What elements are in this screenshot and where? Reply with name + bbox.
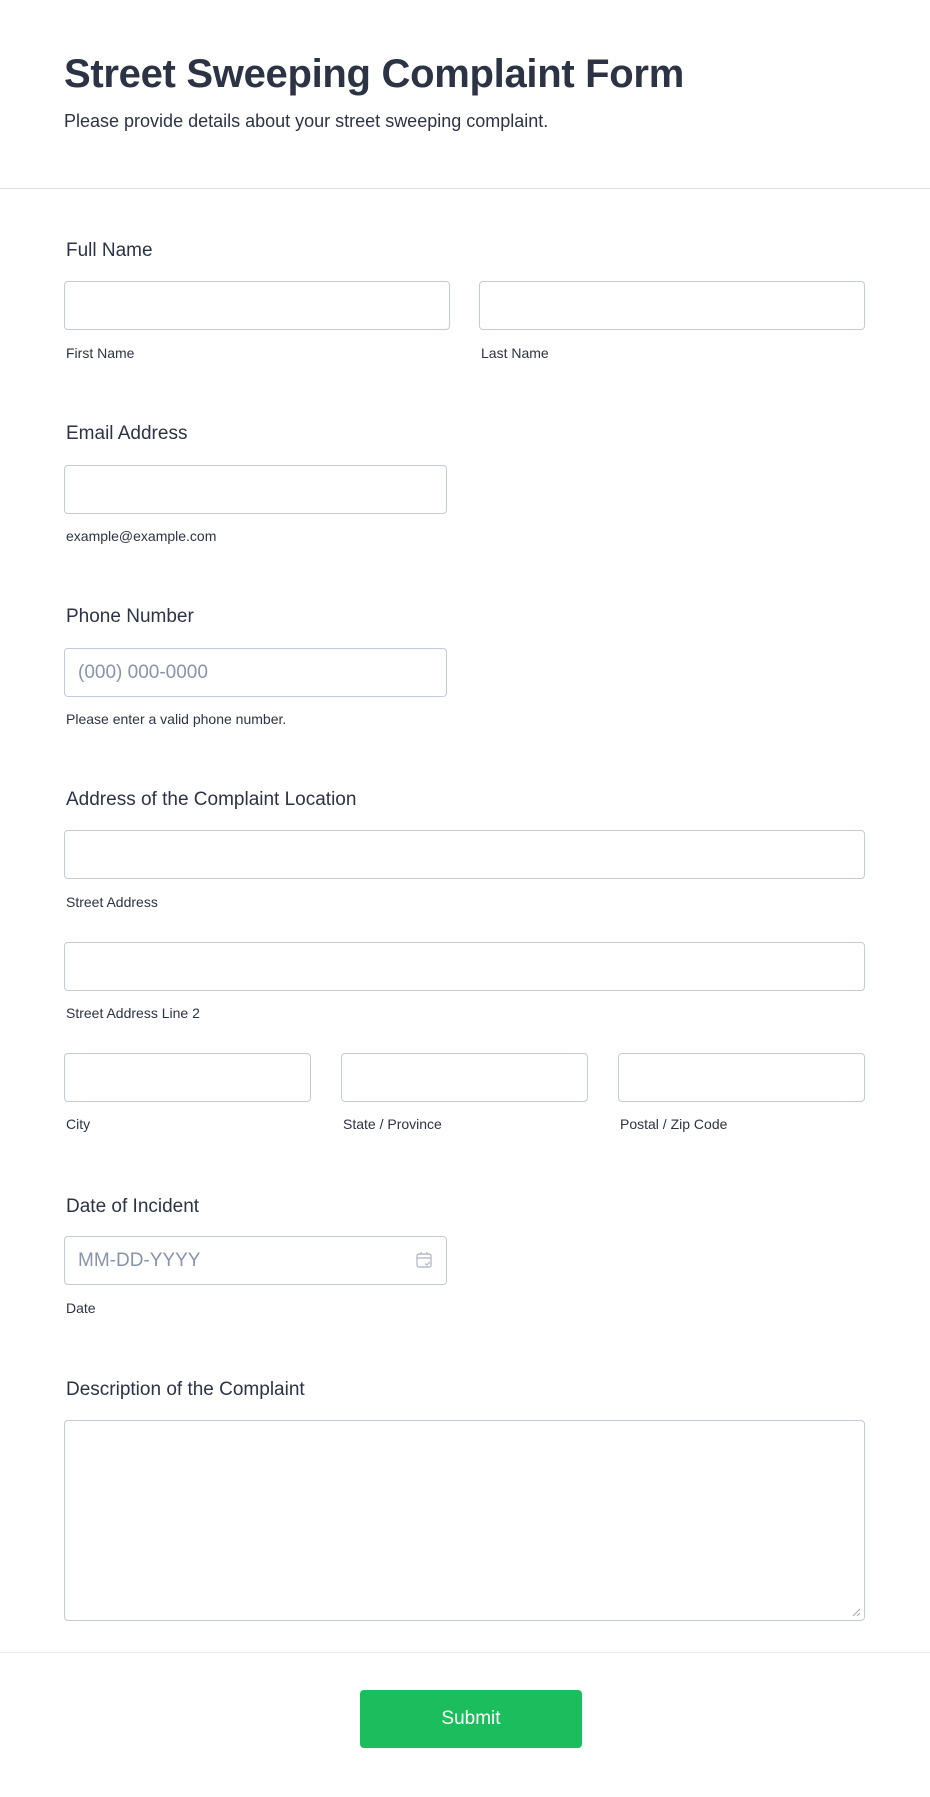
street-address-sublabel: Street Address: [66, 894, 158, 910]
description-label: Description of the Complaint: [66, 1379, 305, 1400]
first-name-sublabel: First Name: [66, 345, 135, 361]
resize-handle-icon[interactable]: [852, 1608, 860, 1616]
phone-input[interactable]: [64, 648, 447, 697]
phone-placeholder: (000) 000-0000: [78, 661, 208, 683]
last-name-sublabel: Last Name: [481, 345, 549, 361]
header-divider: [0, 188, 930, 189]
submit-button[interactable]: Submit: [360, 1690, 582, 1748]
date-input[interactable]: [64, 1236, 447, 1285]
email-input[interactable]: [64, 465, 447, 514]
address-label: Address of the Complaint Location: [66, 789, 357, 810]
street-address-line2-input[interactable]: [64, 942, 865, 991]
page-title: Street Sweeping Complaint Form: [64, 52, 684, 96]
state-input[interactable]: [341, 1053, 588, 1102]
full-name-label: Full Name: [66, 240, 153, 261]
last-name-input[interactable]: [479, 281, 865, 330]
street-address-line2-sublabel: Street Address Line 2: [66, 1005, 200, 1021]
zip-input[interactable]: [618, 1053, 865, 1102]
page-subtitle: Please provide details about your street sweeping complaint.: [64, 111, 549, 131]
first-name-input[interactable]: [64, 281, 450, 330]
phone-label: Phone Number: [66, 606, 194, 627]
phone-sublabel: Please enter a valid phone number.: [66, 711, 287, 727]
zip-sublabel: Postal / Zip Code: [620, 1116, 728, 1132]
date-placeholder: MM-DD-YYYY: [78, 1249, 201, 1271]
state-sublabel: State / Province: [343, 1116, 442, 1132]
street-address-input[interactable]: [64, 830, 865, 879]
date-label: Date of Incident: [66, 1196, 200, 1217]
city-input[interactable]: [64, 1053, 311, 1102]
city-sublabel: City: [66, 1116, 91, 1132]
footer-divider: [0, 1652, 930, 1653]
date-sublabel: Date: [66, 1300, 96, 1316]
email-label: Email Address: [66, 423, 188, 444]
email-sublabel: example@example.com: [66, 528, 217, 544]
description-textarea[interactable]: [64, 1420, 865, 1621]
calendar-icon[interactable]: [415, 1251, 433, 1269]
